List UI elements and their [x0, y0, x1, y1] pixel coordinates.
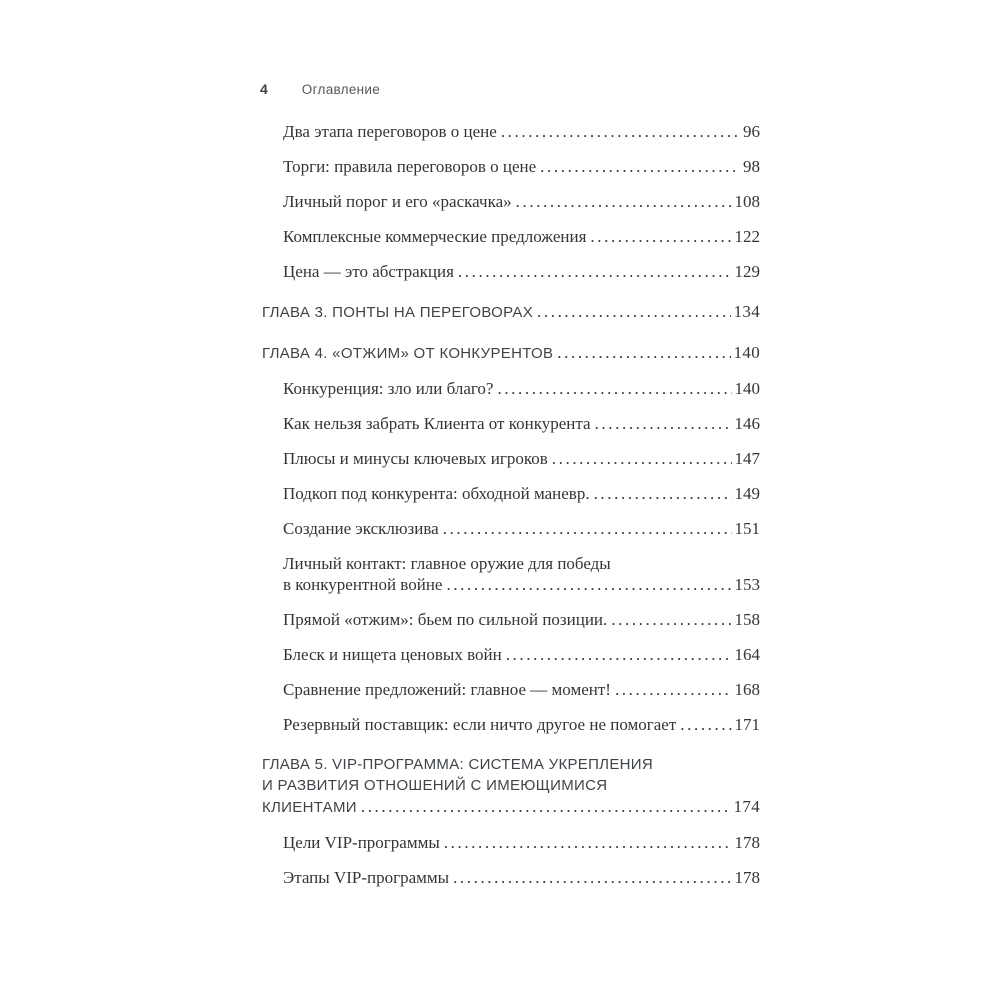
dot-leader [540, 156, 740, 177]
toc-entry [262, 644, 760, 665]
toc-title-text: Блеск и нищета ценовых войн [283, 645, 502, 664]
toc-page-number: 164 [734, 645, 760, 664]
page-number: 4 [260, 81, 268, 97]
toc-row-line [283, 867, 760, 888]
toc-row-line [283, 518, 760, 539]
toc-row-line [283, 574, 760, 595]
toc-entry [262, 378, 760, 399]
toc-chapter-heading [262, 301, 760, 323]
toc-title-text: Подкоп под конкурента: обходной маневр. [283, 484, 590, 503]
toc-title-text: Создание эксклюзива [283, 519, 439, 538]
toc-row-line [283, 832, 760, 853]
toc-row-line [283, 121, 760, 142]
toc-title-text: КЛИЕНТАМИ [262, 799, 357, 816]
toc-page-number: 108 [734, 192, 760, 211]
toc-title-text: Этапы VIP-программы [283, 868, 450, 887]
toc-entry [262, 448, 760, 469]
toc-entry [262, 714, 760, 735]
running-head [260, 81, 380, 97]
toc-row-line [283, 226, 760, 247]
toc-entry [262, 261, 760, 282]
toc-row-line [283, 714, 760, 735]
toc-entry [262, 413, 760, 434]
toc-title-text: Комплексные коммерческие предложения [283, 227, 587, 246]
dot-leader [443, 518, 732, 539]
dot-leader [497, 378, 731, 399]
toc-entry [262, 191, 760, 212]
toc-title-text: Как нельзя забрать Клиента от конкурента [283, 414, 591, 433]
toc-row-line [283, 261, 760, 282]
toc-entry [262, 609, 760, 630]
toc-page-number: 153 [734, 575, 760, 594]
toc-title-text: Торги: правила переговоров о цене [283, 157, 537, 176]
toc-page-number: 158 [734, 610, 760, 629]
toc-row-line [283, 609, 760, 630]
dot-leader [595, 413, 732, 434]
dot-leader [680, 714, 731, 735]
toc-title-text: ГЛАВА 4. «ОТЖИМ» ОТ КОНКУРЕНТОВ [262, 345, 554, 362]
dot-leader [453, 867, 731, 888]
dot-leader [615, 679, 732, 700]
toc-list [262, 121, 760, 902]
dot-leader [506, 644, 732, 665]
toc-row-line [283, 483, 760, 504]
toc-entry [262, 121, 760, 142]
toc-title-text: Цена — это абстракция [283, 262, 454, 281]
toc-row-line [283, 644, 760, 665]
toc-entry [262, 867, 760, 888]
toc-title-text: Плюсы и минусы ключевых игроков [283, 449, 548, 468]
toc-page-number: 146 [734, 414, 760, 433]
dot-leader [501, 121, 740, 142]
toc-title-text: Прямой «отжим»: бьем по сильной позиции. [283, 610, 608, 629]
toc-title-text: Два этапа переговоров о цене [283, 122, 497, 141]
toc-title-text: Конкуренция: зло или благо? [283, 379, 494, 398]
dot-leader [537, 301, 731, 323]
toc-page-number: 134 [733, 302, 760, 321]
toc-row-line [262, 342, 760, 364]
toc-page-number: 98 [743, 157, 760, 176]
dot-leader [444, 832, 732, 853]
toc-row-line [262, 775, 760, 796]
toc-page-number: 151 [734, 519, 760, 538]
toc-row-line [262, 301, 760, 323]
toc-row-line [283, 413, 760, 434]
dot-leader [590, 226, 731, 247]
toc-title-text: Личный порог и его «раскачка» [283, 192, 512, 211]
toc-page-number: 178 [734, 833, 760, 852]
dot-leader [611, 609, 731, 630]
toc-row-line [283, 191, 760, 212]
running-head-title: Оглавление [301, 82, 381, 97]
toc-row-line [283, 156, 760, 177]
toc-chapter-heading [262, 342, 760, 364]
toc-row-line [283, 679, 760, 700]
dot-leader [552, 448, 732, 469]
toc-title-text: ГЛАВА 5. VIP-ПРОГРАММА: СИСТЕМА УКРЕПЛЕНИЯ [262, 756, 653, 773]
toc-page-number: 149 [734, 484, 760, 503]
toc-entry [262, 553, 760, 595]
toc-page-number: 140 [733, 343, 760, 362]
toc-page-number: 129 [734, 262, 760, 281]
toc-entry [262, 679, 760, 700]
toc-page-number: 168 [734, 680, 760, 699]
toc-entry [262, 518, 760, 539]
toc-page-number: 178 [734, 868, 760, 887]
toc-title-text: Сравнение предложений: главное — момент! [283, 680, 611, 699]
toc-page-number: 122 [734, 227, 760, 246]
toc-title-text: в конкурентной войне [283, 575, 443, 594]
toc-row-line [283, 448, 760, 469]
toc-row-line [283, 378, 760, 399]
dot-leader [557, 342, 730, 364]
toc-row-line [283, 553, 760, 574]
toc-page-number: 171 [734, 715, 760, 734]
toc-entry [262, 226, 760, 247]
toc-chapter-heading [262, 754, 760, 818]
toc-title-text: ГЛАВА 3. ПОНТЫ НА ПЕРЕГОВОРАХ [262, 304, 534, 321]
toc-row-line [262, 754, 760, 775]
dot-leader [361, 796, 731, 818]
toc-entry [262, 483, 760, 504]
toc-title-text: Цели VIP-программы [283, 833, 440, 852]
toc-entry [262, 156, 760, 177]
toc-page-number: 174 [733, 797, 760, 816]
dot-leader [516, 191, 732, 212]
dot-leader [458, 261, 732, 282]
toc-title-text: Резервный поставщик: если ничто другое не помогает [283, 715, 677, 734]
toc-title-text: И РАЗВИТИЯ ОТНОШЕНИЙ С ИМЕЮЩИМИСЯ [262, 777, 608, 794]
dot-leader [446, 574, 731, 595]
toc-title-text: Личный контакт: главное оружие для победы [283, 554, 611, 573]
toc-page-number: 147 [734, 449, 760, 468]
toc-page-number: 96 [743, 122, 760, 141]
toc-page-number: 140 [734, 379, 760, 398]
toc-entry [262, 832, 760, 853]
dot-leader [594, 483, 732, 504]
toc-row-line [262, 796, 760, 818]
